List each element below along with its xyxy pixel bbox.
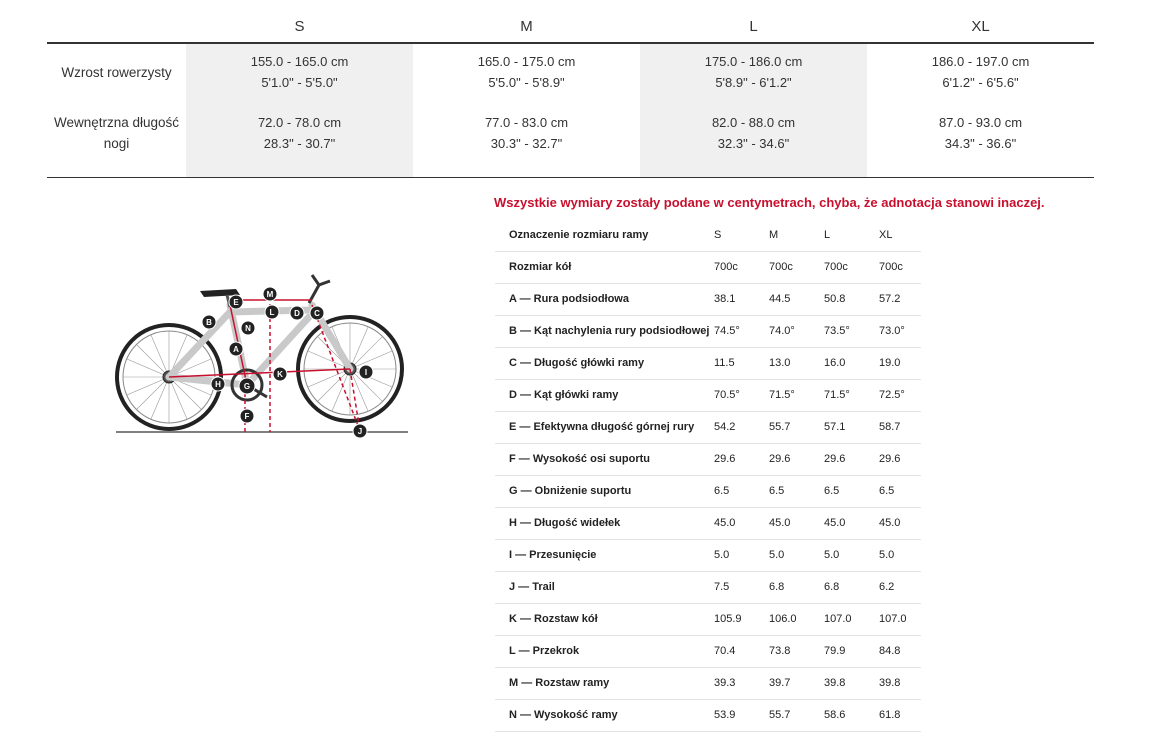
geometry-value-s: 39.3 bbox=[714, 677, 736, 689]
size-table-bottom-rule bbox=[47, 177, 1094, 178]
height-s-ft: 5'1.0" - 5'5.0" bbox=[261, 75, 338, 90]
geometry-value-l: 45.0 bbox=[824, 517, 846, 529]
geometry-table bbox=[495, 220, 921, 732]
geometry-row-label: L — Przekrok bbox=[509, 645, 580, 657]
geometry-value-l: 29.6 bbox=[824, 453, 846, 465]
geometry-row-label: D — Kąt główki ramy bbox=[509, 389, 619, 401]
marker-a-letter: A bbox=[233, 345, 239, 354]
geometry-row-label: K — Rozstaw kół bbox=[509, 613, 598, 625]
geometry-value-m: 55.7 bbox=[769, 421, 791, 433]
geometry-value-s: 54.2 bbox=[714, 421, 736, 433]
inseam-m-in: 30.3" - 32.7" bbox=[490, 136, 563, 151]
geometry-value-l: 700c bbox=[824, 261, 848, 273]
geometry-value-xl: 73.0° bbox=[879, 325, 905, 337]
height-m-cm: 165.0 - 175.0 cm bbox=[477, 54, 576, 69]
geometry-value-s: 700c bbox=[714, 261, 738, 273]
geometry-value-s: 7.5 bbox=[714, 581, 730, 593]
height-xl-cm: 186.0 - 197.0 cm bbox=[931, 54, 1030, 69]
geometry-rows bbox=[495, 252, 921, 732]
geometry-row bbox=[495, 412, 921, 444]
size-header-m: M bbox=[520, 18, 533, 35]
inseam-label-line2: nogi bbox=[103, 136, 130, 151]
geometry-value-m: 45.0 bbox=[769, 517, 791, 529]
geometry-value-xl: 6.5 bbox=[879, 485, 895, 497]
geometry-value-m: 13.0 bbox=[769, 357, 791, 369]
geometry-value-m: 6.5 bbox=[769, 485, 785, 497]
geometry-row bbox=[495, 508, 921, 540]
geometry-value-l: 73.5° bbox=[824, 325, 850, 337]
bike-geometry-diagram bbox=[112, 265, 412, 440]
geometry-row bbox=[495, 668, 921, 700]
inseam-l-cm: 82.0 - 88.0 cm bbox=[711, 115, 796, 130]
geometry-value-s: 29.6 bbox=[714, 453, 736, 465]
geometry-row bbox=[495, 380, 921, 412]
geometry-value-xl: 107.0 bbox=[879, 613, 907, 625]
geometry-row bbox=[495, 636, 921, 668]
geometry-row-label: E — Efektywna długość górnej rury bbox=[509, 421, 695, 433]
geometry-value-m: 106.0 bbox=[769, 613, 797, 625]
geometry-row bbox=[495, 252, 921, 284]
geometry-value-xl: 57.2 bbox=[879, 293, 901, 305]
geometry-row-label: M — Rozstaw ramy bbox=[509, 677, 610, 689]
geometry-row-label: A — Rura podsiodłowa bbox=[509, 293, 629, 305]
geometry-value-xl: 84.8 bbox=[879, 645, 901, 657]
geometry-value-l: 5.0 bbox=[824, 549, 840, 561]
marker-k-letter: K bbox=[277, 370, 283, 379]
geometry-row bbox=[495, 444, 921, 476]
geometry-row bbox=[495, 348, 921, 380]
marker-i-letter: I bbox=[364, 368, 368, 377]
marker-c-letter: C bbox=[314, 309, 320, 318]
size-header-xl: XL bbox=[971, 18, 990, 35]
geometry-row bbox=[495, 572, 921, 604]
marker-f-letter: F bbox=[244, 412, 250, 421]
inseam-label-line1: Wewnętrzna długość bbox=[53, 115, 180, 130]
geometry-row bbox=[495, 284, 921, 316]
inseam-s-in: 28.3" - 30.7" bbox=[263, 136, 336, 151]
geometry-value-m: 71.5° bbox=[769, 389, 795, 401]
units-note: Wszystkie wymiary zostały podane w centymetrach, chyba, że adnotacja stanowi inaczej. bbox=[494, 195, 1045, 210]
geometry-value-m: 73.8 bbox=[769, 645, 791, 657]
geometry-value-s: 45.0 bbox=[714, 517, 736, 529]
geometry-value-s: 11.5 bbox=[714, 357, 735, 369]
size-header-row bbox=[47, 0, 1094, 44]
inseam-xl-cm: 87.0 - 93.0 cm bbox=[938, 115, 1023, 130]
geometry-value-m: 5.0 bbox=[769, 549, 785, 561]
geometry-value-xl: 5.0 bbox=[879, 549, 895, 561]
marker-l-letter: L bbox=[269, 308, 275, 317]
inseam-m-cm: 77.0 - 83.0 cm bbox=[484, 115, 569, 130]
geometry-value-s: 70.5° bbox=[714, 389, 740, 401]
geometry-row bbox=[495, 540, 921, 572]
geometry-value-l: 6.8 bbox=[824, 581, 840, 593]
geometry-value-l: 58.6 bbox=[824, 709, 846, 721]
geometry-value-m: 74.0° bbox=[769, 325, 795, 337]
geometry-header-s: S bbox=[714, 229, 722, 241]
geometry-value-xl: 39.8 bbox=[879, 677, 901, 689]
geometry-row-label: B — Kąt nachylenia rury podsiodłowej bbox=[509, 325, 710, 337]
geometry-row-label: I — Przesunięcie bbox=[509, 549, 597, 561]
geometry-row bbox=[495, 316, 921, 348]
geometry-row-label: F — Wysokość osi suportu bbox=[509, 453, 650, 465]
size-header-l: L bbox=[749, 18, 758, 35]
geometry-value-s: 6.5 bbox=[714, 485, 730, 497]
marker-d-letter: D bbox=[294, 309, 300, 318]
geometry-value-m: 700c bbox=[769, 261, 793, 273]
marker-h-letter: H bbox=[215, 380, 221, 389]
geometry-value-s: 38.1 bbox=[714, 293, 736, 305]
size-header-s: S bbox=[294, 18, 305, 35]
geometry-row bbox=[495, 476, 921, 508]
geometry-header-label: Oznaczenie rozmiaru ramy bbox=[509, 229, 649, 241]
geometry-value-l: 57.1 bbox=[824, 421, 846, 433]
geometry-value-s: 5.0 bbox=[714, 549, 730, 561]
geometry-value-m: 6.8 bbox=[769, 581, 785, 593]
geometry-row bbox=[495, 700, 921, 732]
geometry-row bbox=[495, 604, 921, 636]
geometry-row-label: J — Trail bbox=[509, 581, 555, 593]
geometry-value-l: 39.8 bbox=[824, 677, 846, 689]
rider-height-label: Wzrost rowerzysty bbox=[61, 65, 172, 80]
geometry-value-s: 53.9 bbox=[714, 709, 736, 721]
geometry-value-xl: 58.7 bbox=[879, 421, 901, 433]
marker-j-letter: J bbox=[357, 427, 363, 436]
height-m-ft: 5'5.0" - 5'8.9" bbox=[488, 75, 565, 90]
marker-b-letter: B bbox=[206, 318, 212, 327]
geometry-value-s: 70.4 bbox=[714, 645, 736, 657]
marker-m-letter: M bbox=[266, 290, 274, 299]
geometry-value-l: 50.8 bbox=[824, 293, 846, 305]
marker-n-letter: N bbox=[245, 324, 251, 333]
height-l-ft: 5'8.9" - 6'1.2" bbox=[715, 75, 792, 90]
height-s-cm: 155.0 - 165.0 cm bbox=[250, 54, 349, 69]
geometry-value-m: 55.7 bbox=[769, 709, 791, 721]
geometry-row-label: H — Długość widełek bbox=[509, 517, 621, 529]
geometry-row-label: C — Długość główki ramy bbox=[509, 357, 645, 369]
geometry-value-m: 39.7 bbox=[769, 677, 791, 689]
geometry-row-label: N — Wysokość ramy bbox=[509, 709, 618, 721]
rider-size-table bbox=[47, 0, 1094, 151]
geometry-value-l: 71.5° bbox=[824, 389, 850, 401]
geometry-value-m: 29.6 bbox=[769, 453, 791, 465]
geometry-value-xl: 45.0 bbox=[879, 517, 901, 529]
geometry-header-l: L bbox=[824, 229, 831, 241]
geometry-value-xl: 29.6 bbox=[879, 453, 901, 465]
inseam-xl-in: 34.3" - 36.6" bbox=[944, 136, 1017, 151]
geometry-value-l: 16.0 bbox=[824, 357, 846, 369]
geometry-value-xl: 700c bbox=[879, 261, 903, 273]
geometry-value-s: 74.5° bbox=[714, 325, 740, 337]
geometry-header-m: M bbox=[769, 229, 779, 241]
inseam-s-cm: 72.0 - 78.0 cm bbox=[257, 115, 342, 130]
geometry-value-xl: 72.5° bbox=[879, 389, 905, 401]
height-l-cm: 175.0 - 186.0 cm bbox=[704, 54, 803, 69]
inseam-l-in: 32.3" - 34.6" bbox=[717, 136, 790, 151]
geometry-value-m: 44.5 bbox=[769, 293, 791, 305]
marker-e-letter: E bbox=[233, 298, 239, 307]
geometry-value-xl: 61.8 bbox=[879, 709, 901, 721]
geometry-row-label: Rozmiar kół bbox=[509, 261, 572, 273]
geometry-value-xl: 6.2 bbox=[879, 581, 895, 593]
geometry-value-l: 107.0 bbox=[824, 613, 852, 625]
geometry-header-xl: XL bbox=[879, 229, 893, 241]
handlebar bbox=[309, 275, 330, 303]
geometry-value-l: 6.5 bbox=[824, 485, 840, 497]
height-xl-ft: 6'1.2" - 6'5.6" bbox=[942, 75, 1019, 90]
geometry-value-xl: 19.0 bbox=[879, 357, 901, 369]
marker-g-letter: G bbox=[243, 382, 251, 391]
geometry-value-s: 105.9 bbox=[714, 613, 742, 625]
geometry-row-label: G — Obniżenie suportu bbox=[509, 485, 632, 497]
geometry-header-row bbox=[495, 220, 921, 252]
geometry-value-l: 79.9 bbox=[824, 645, 846, 657]
